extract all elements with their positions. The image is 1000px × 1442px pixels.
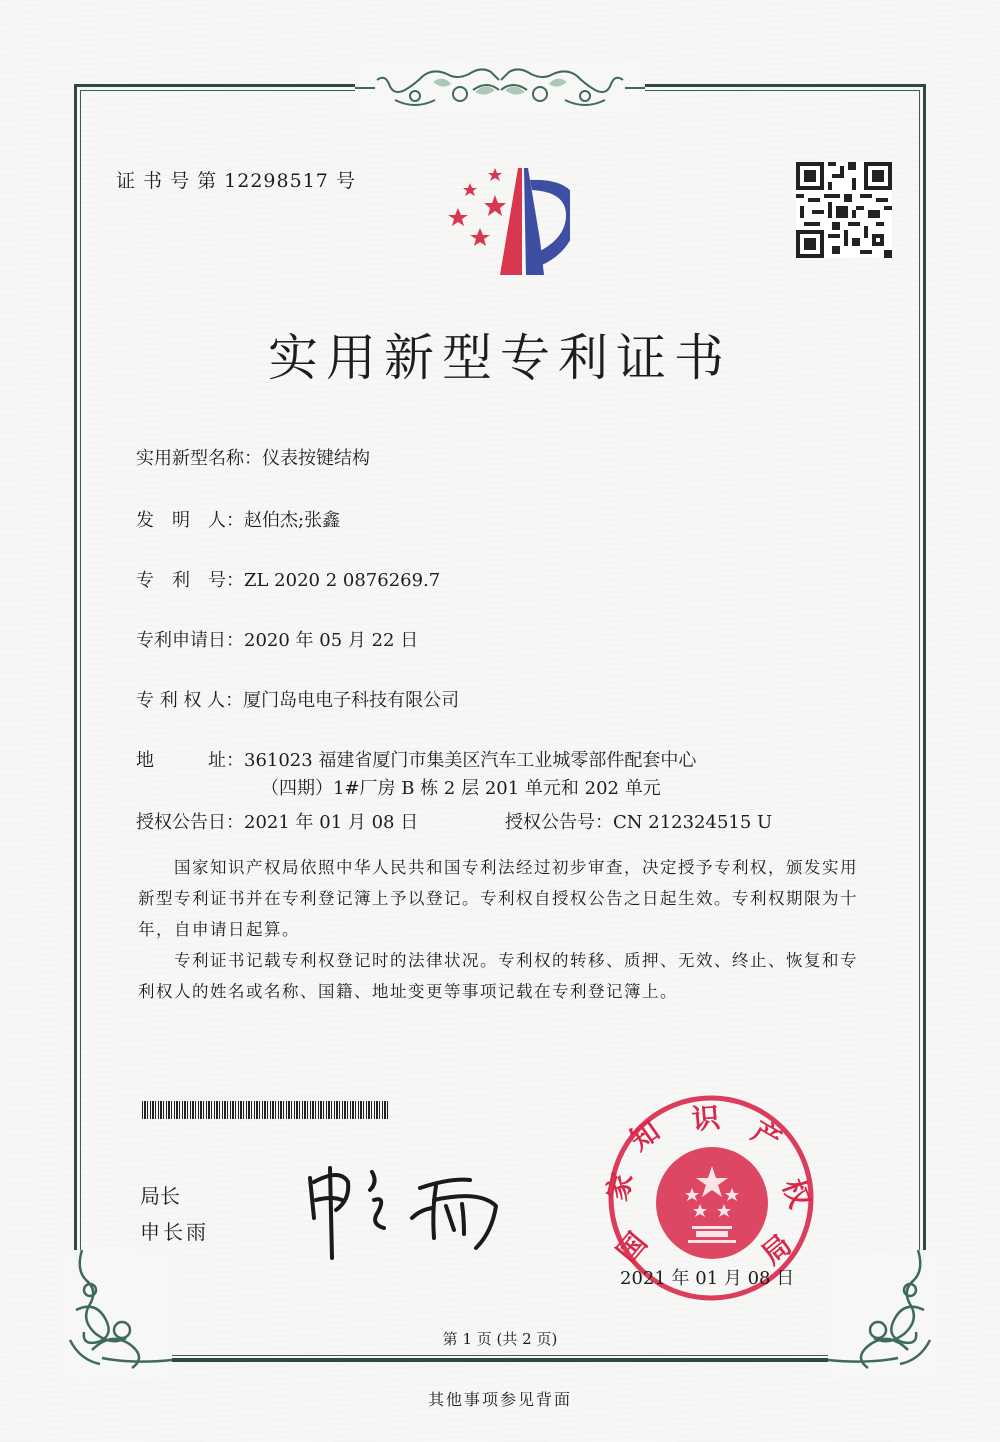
svg-text:局: 局: [755, 1227, 798, 1272]
top-ornament-icon: [355, 62, 645, 112]
field-patent-number: [136, 566, 440, 592]
field-label: 专 利 号：: [136, 570, 244, 591]
footer-note: 其他事项参见背面: [427, 1390, 572, 1409]
body-paragraph-1: 国家知识产权局依照中华人民共和国专利法经过初步审查，决定授予专利权，颁发实用新型专利证书并在专利登记簿上予以登记。专利权自授权公告之日起生效。专利权期限为十年，自申请日起算。: [138, 858, 858, 939]
cnipa-logo-icon: [420, 160, 570, 285]
field-value: 仪表按键结构: [262, 448, 370, 469]
field-address: [136, 746, 696, 772]
handwritten-signature-icon: [300, 1160, 510, 1260]
svg-text:识: 识: [690, 1100, 722, 1137]
field-value: 厦门岛电电子科技有限公司: [243, 690, 460, 711]
field-grant-number: [505, 808, 772, 834]
certificate-number-suffix: 号: [335, 170, 356, 192]
svg-text:产: 产: [746, 1114, 787, 1157]
field-value: 361023 福建省厦门市集美区汽车工业城零部件配套中心: [244, 750, 697, 771]
certificate-number-value: 12298517: [224, 170, 329, 192]
field-label: 专利申请日：: [136, 630, 244, 651]
field-label: 授权公告号：: [505, 812, 613, 833]
field-value: CN 212324515 U: [613, 812, 773, 833]
barcode-icon: [142, 1101, 388, 1119]
seal-date: 2021 年 01 月 08 日: [620, 1268, 795, 1289]
field-value: 赵伯杰;张鑫: [244, 510, 341, 531]
field-label: 授权公告日：: [136, 812, 244, 833]
field-patentee: [136, 686, 459, 712]
certificate-number-label: 证 书 号 第: [116, 170, 218, 192]
body-paragraph-2: 专利证书记载专利权登记时的法律状况。专利权的转移、质押、无效、终止、恢复和专利权人的姓名或名称、国籍、地址变更等事项记载在专利登记簿上。: [138, 951, 858, 1001]
field-application-date: [136, 626, 418, 652]
corner-ornament-icon: [828, 1250, 938, 1380]
bottom-rule: [74, 1358, 926, 1361]
page-indicator: 第 1 页 (共 2 页): [442, 1330, 558, 1348]
svg-text:家: 家: [600, 1168, 640, 1205]
field-label: 实用新型名称：: [136, 448, 262, 469]
field-label: 地 址：: [136, 750, 244, 771]
field-value: ZL 2020 2 0876269.7: [244, 570, 441, 591]
field-inventor: [136, 506, 340, 532]
qr-code-icon[interactable]: [796, 162, 892, 258]
svg-text:知: 知: [623, 1114, 666, 1158]
corner-ornament-icon: [62, 1250, 172, 1380]
svg-text:权: 权: [775, 1174, 817, 1213]
field-label: 发 明 人：: [136, 510, 244, 531]
svg-text:国: 国: [610, 1226, 654, 1269]
field-address-line2: （四期）1#厂房 B 栋 2 层 201 单元和 202 单元: [261, 778, 661, 799]
field-value: 2020 年 05 月 22 日: [244, 630, 419, 651]
director-title: 局长: [140, 1184, 180, 1208]
director-name: 申长雨: [140, 1220, 209, 1244]
field-grant-date: [136, 808, 418, 834]
field-value: 2021 年 01 月 08 日: [244, 812, 419, 833]
certificate-number: [116, 166, 356, 193]
field-label: 专 利 权 人：: [136, 690, 244, 711]
certificate-title: 实用新型专利证书: [268, 329, 732, 387]
field-utility-model-name: [136, 444, 370, 470]
